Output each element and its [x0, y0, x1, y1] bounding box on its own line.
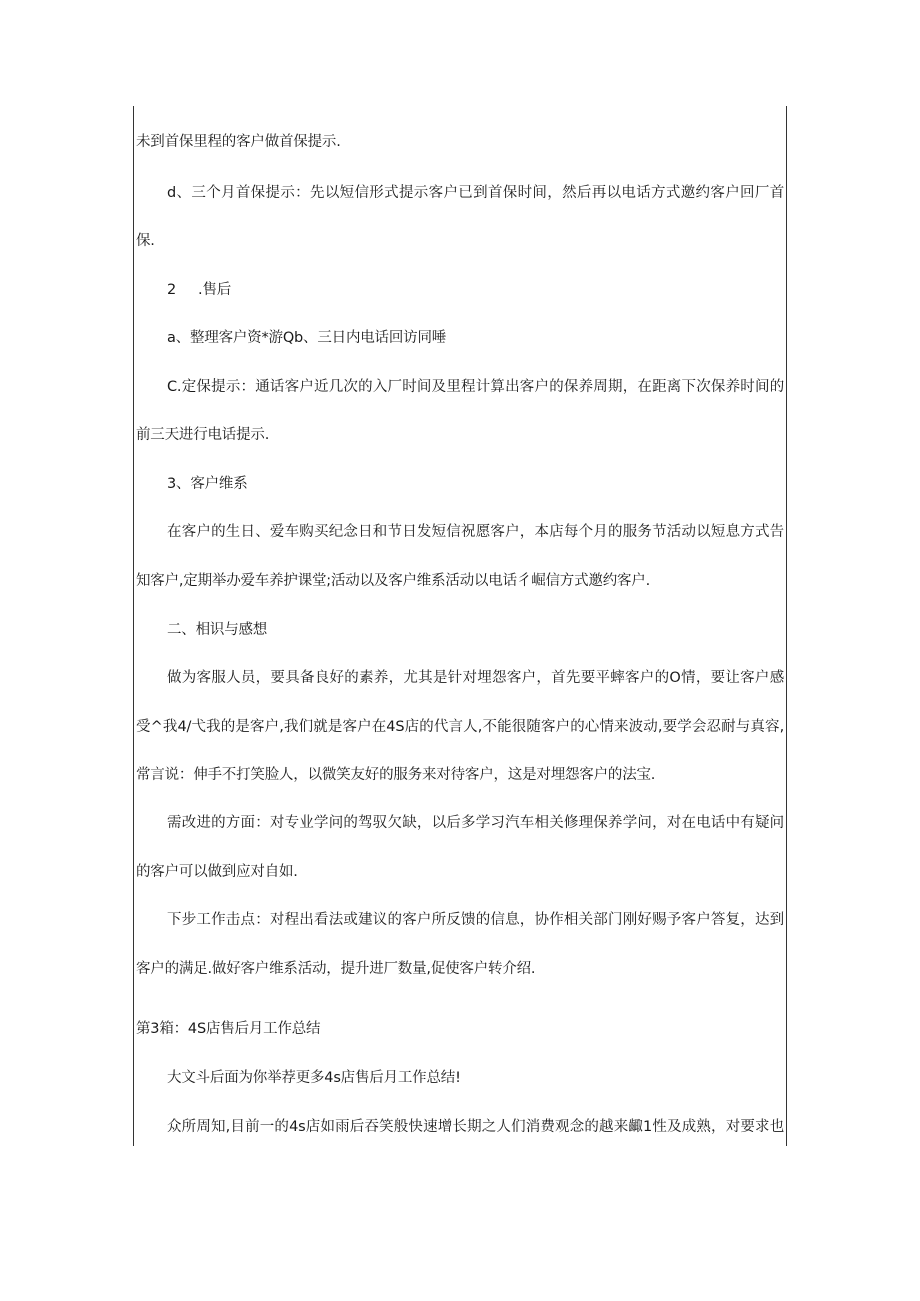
paragraph-line: 未到首保里程的客户做首保提示. — [136, 134, 341, 150]
paragraph-line: d、三个月首保提示：先以短信形式提示客户已到首保时间，然后再以电话方式邀约客户回厂首 — [167, 185, 784, 201]
paragraph-line: a、整理客户资*游Qb、三日内电话回访同唾 — [167, 330, 447, 346]
paragraph-line: 常言说：伸手不打笑脸人，以微笑友好的服务来对待客户，这是对埋怨客户的法宝. — [136, 767, 656, 783]
section-heading: 3、客户维系 — [167, 476, 248, 492]
chapter-heading: 第3箱：4S店售后月工作总结 — [136, 1021, 321, 1037]
paragraph-line: 保. — [136, 233, 155, 249]
section-title: .售后 — [198, 282, 232, 298]
paragraph-line: 众所周知,目前一的4s店如雨后吞笑般快速增长期之人们消费观念的越来齱1性及成熟，对要求也 — [167, 1119, 784, 1135]
paragraph-line: 客户的满足.做好客户维系活动，提升进厂数量,促使客户转介绍. — [136, 961, 536, 977]
paragraph-line: 受^我4/弋我的是客户,我们就是客户在4S店的代言人,不能很随客户的心情来波动,要学会忍耐与真容, — [136, 719, 784, 735]
paragraph-line: 做为客服人员，要具备良好的素养，尤其是针对埋怨客户，首先要平蟀客户的O情，要让客户感 — [167, 670, 784, 686]
paragraph-line: 需改进的方面：对专业学问的驾驭欠缺，以后多学习汽车相关修理保养学问，对在电话中有疑问 — [167, 815, 784, 831]
paragraph-line: 前三天进行电话提示. — [136, 427, 270, 443]
paragraph-line: 下步工作击点：对程出看法或建议的客户所反馈的信息，协作相关部门刚好赐予客户答复，达到 — [167, 912, 784, 928]
section-heading: 二、相识与感想 — [167, 622, 268, 638]
paragraph-line: 知客户,定期举办爱车养护课堂;活动以及客户维系活动以电话彳崛信方式邀约客户. — [136, 573, 651, 589]
paragraph-line: C.定保提示：通话客户近几次的入厂时间及里程计算出客户的保养周期，在距离下次保养时间的 — [167, 379, 784, 395]
paragraph-line: 大文斗后面为你举荐更多4s店售后月工作总结! — [167, 1070, 461, 1086]
paragraph-line: 的客户可以做到应对自如. — [136, 864, 298, 880]
paragraph-line: 在客户的生日、爱车购买纪念日和节日发短信祝愿客户，本店每个月的服务节活动以短息方式告 — [167, 524, 784, 540]
section-heading — [167, 280, 784, 300]
section-number: 2 — [167, 282, 177, 298]
